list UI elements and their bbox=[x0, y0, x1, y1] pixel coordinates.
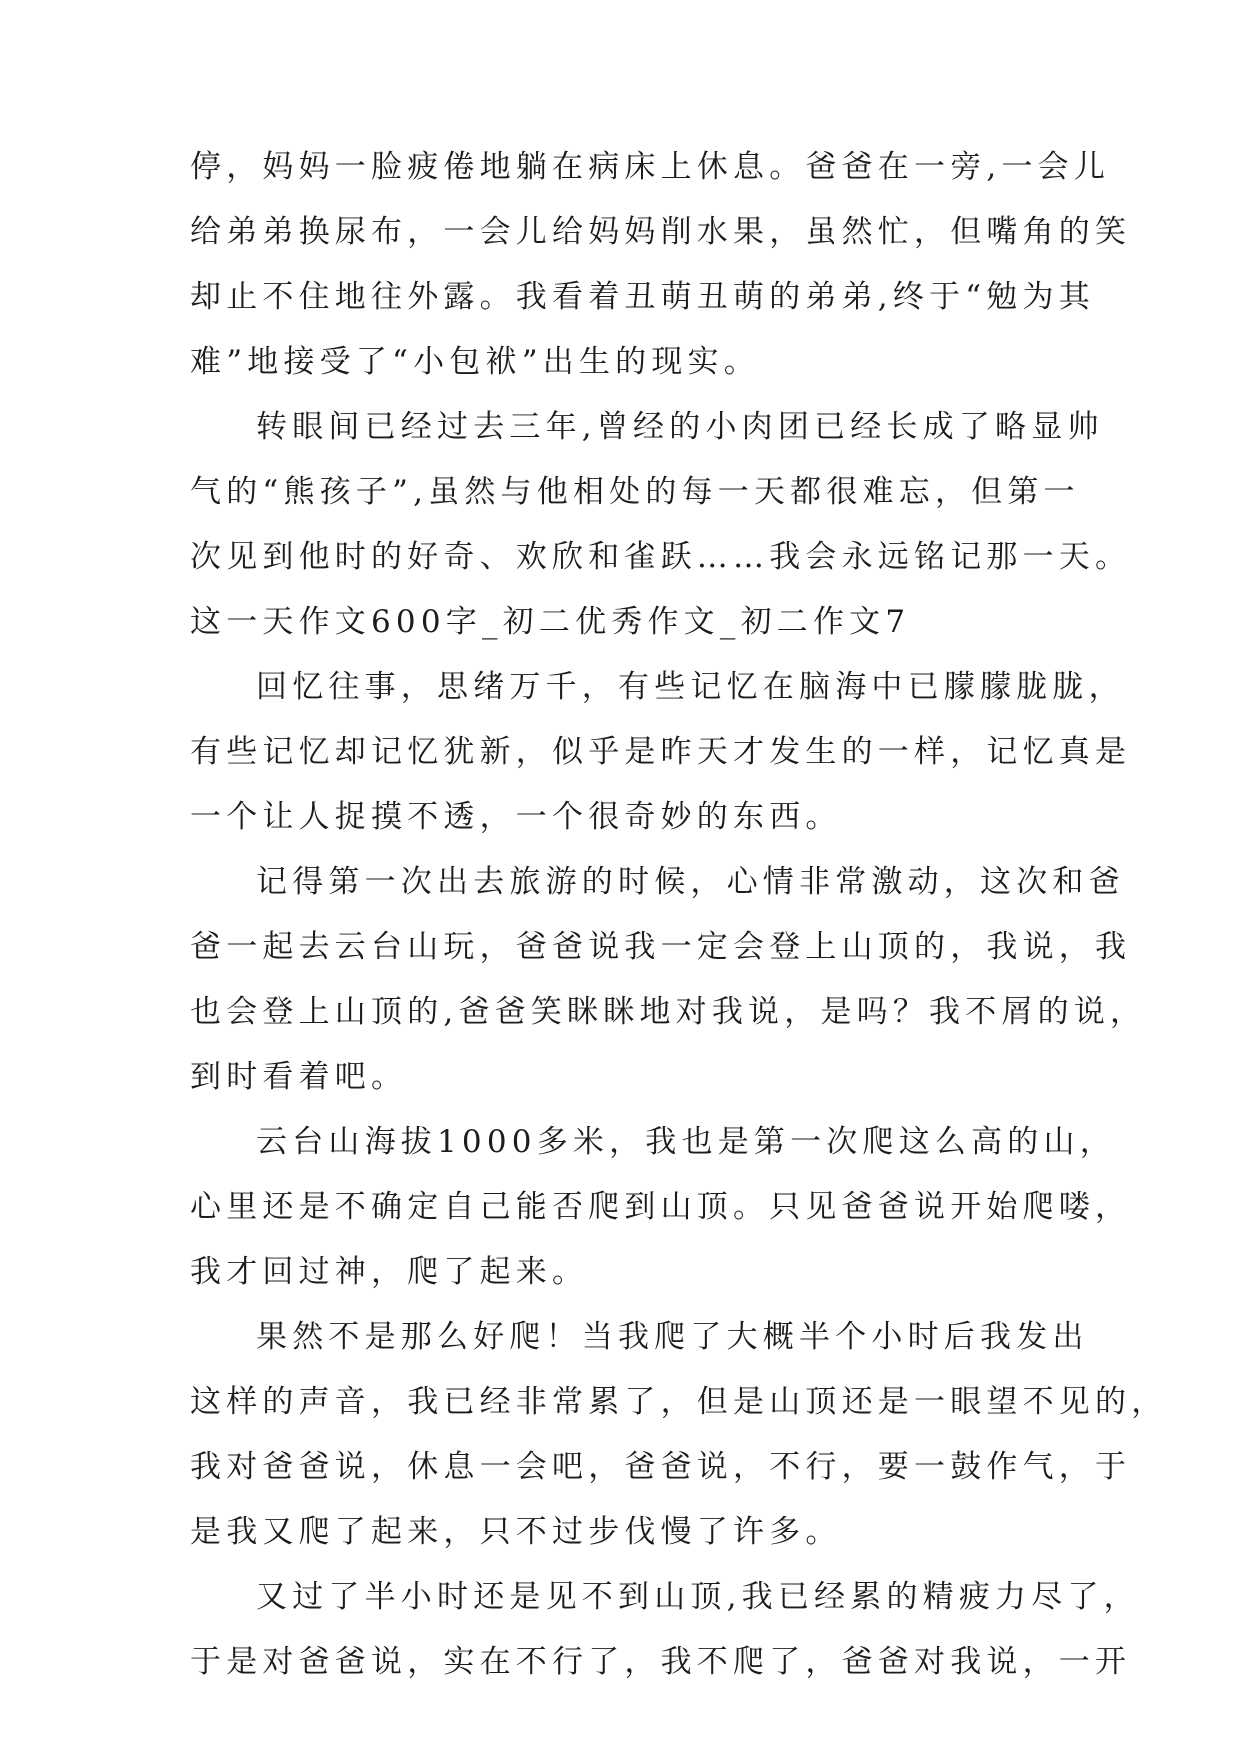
text-line: 有些记忆却记忆犹新，似乎是昨天才发生的一样，记忆真是 bbox=[190, 734, 1132, 770]
text-line: 次见到他时的好奇、欢欣和雀跃……我会永远铭记那一天。 bbox=[190, 539, 1132, 575]
paragraph-first-line: 又过了半小时还是见不到山顶,我已经累的精疲力尽了， bbox=[256, 1579, 1140, 1615]
section-heading: 这一天作文600字_初二优秀作文_初二作文7 bbox=[190, 604, 911, 640]
paragraph-first-line: 记得第一次出去旅游的时候，心情非常激动，这次和爸 bbox=[256, 864, 1125, 900]
text-line: 到时看着吧。 bbox=[190, 1059, 408, 1095]
text-line: 爸一起去云台山玩，爸爸说我一定会登上山顶的，我说，我 bbox=[190, 929, 1132, 965]
text-line: 我对爸爸说，休息一会吧，爸爸说，不行，要一鼓作气，于 bbox=[190, 1449, 1132, 1485]
paragraph-first-line: 转眼间已经过去三年,曾经的小肉团已经长成了略显帅 bbox=[256, 409, 1104, 445]
text-line: 难”地接受了“小包袱”出生的现实。 bbox=[190, 344, 760, 380]
text-line: 是我又爬了起来，只不过步伐慢了许多。 bbox=[190, 1514, 842, 1550]
text-line: 这样的声音，我已经非常累了，但是山顶还是一眼望不见的， bbox=[190, 1384, 1168, 1420]
text-line: 却止不住地往外露。我看着丑萌丑萌的弟弟,终于“勉为其 bbox=[190, 279, 1095, 315]
text-line: 我才回过神，爬了起来。 bbox=[190, 1254, 589, 1290]
text-line: 也会登上山顶的,爸爸笑眯眯地对我说，是吗？我不屑的说， bbox=[190, 994, 1147, 1030]
text-line: 停，妈妈一脸疲倦地躺在病床上休息。爸爸在一旁,一会儿 bbox=[190, 149, 1111, 185]
text-line: 一个让人捉摸不透，一个很奇妙的东西。 bbox=[190, 799, 842, 835]
paragraph-first-line: 果然不是那么好爬！当我爬了大概半个小时后我发出 bbox=[256, 1319, 1089, 1355]
paragraph-first-line: 云台山海拔1000多米，我也是第一次爬这么高的山， bbox=[256, 1124, 1116, 1160]
paragraph-first-line: 回忆往事，思绪万千，有些记忆在脑海中已朦朦胧胧， bbox=[256, 669, 1125, 705]
text-line: 于是对爸爸说，实在不行了，我不爬了，爸爸对我说，一开 bbox=[190, 1644, 1132, 1680]
text-line: 给弟弟换尿布，一会儿给妈妈削水果，虽然忙，但嘴角的笑 bbox=[190, 214, 1132, 250]
text-line: 心里还是不确定自己能否爬到山顶。只见爸爸说开始爬喽， bbox=[190, 1189, 1132, 1225]
text-line: 气的“熊孩子”,虽然与他相处的每一天都很难忘，但第一 bbox=[190, 474, 1080, 510]
